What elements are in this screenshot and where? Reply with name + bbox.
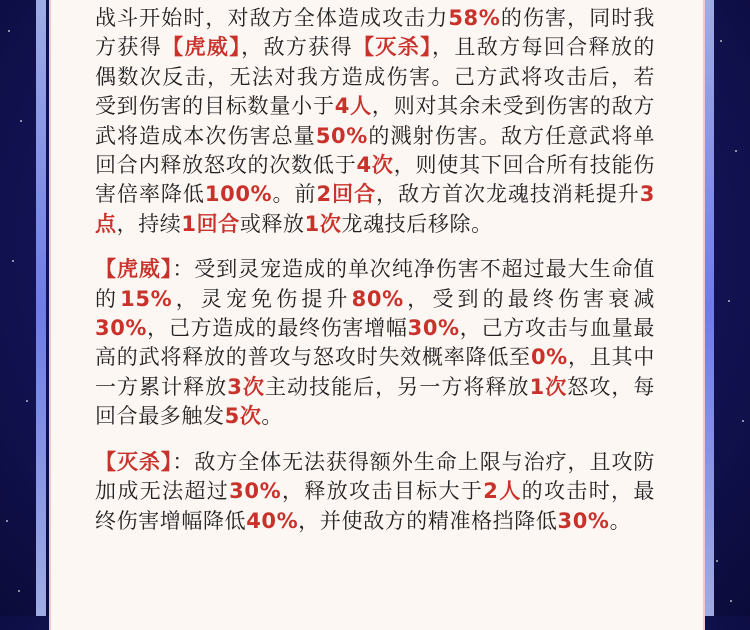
body-text: 或释放 bbox=[239, 211, 305, 236]
star-dot bbox=[730, 600, 732, 602]
highlight-text: 30% bbox=[229, 479, 282, 504]
highlight-text: 【灭杀】 bbox=[353, 35, 432, 60]
body-text: ，敌方获得 bbox=[241, 35, 353, 60]
highlight-text: 2回合 bbox=[316, 182, 377, 207]
body-text: ，且敌方每回合释放的偶数次反击，无法对我方造成伤害。己方武将攻击后，若受到伤害的目标数量小于 bbox=[95, 35, 655, 119]
left-frame-glow bbox=[36, 0, 46, 616]
highlight-text: 1回合 bbox=[181, 211, 240, 236]
body-text: ，敌方首次龙魂技消耗提升 bbox=[376, 182, 640, 207]
highlight-text: 30% bbox=[557, 508, 610, 533]
highlight-text: 30% bbox=[95, 316, 148, 341]
body-text: ：敌方全体无法获得额外生命上限与治疗，且攻防加成无法超过 bbox=[95, 449, 655, 504]
body-text: ，受到的最终伤害衰减 bbox=[403, 286, 656, 311]
highlight-text: 80% bbox=[351, 286, 404, 311]
highlight-text: 1次 bbox=[529, 374, 568, 399]
highlight-text: 30% bbox=[407, 316, 460, 341]
highlight-text: 1次 bbox=[304, 211, 342, 236]
star-dot bbox=[8, 30, 10, 32]
star-dot bbox=[26, 400, 28, 402]
highlight-text: 100% bbox=[204, 182, 273, 207]
highlight-text: 3点 bbox=[95, 182, 656, 236]
highlight-text: 5次 bbox=[224, 404, 262, 429]
paragraph-intro bbox=[95, 4, 655, 239]
star-dot bbox=[720, 40, 722, 42]
body-text: ，则对其余未受到伤害的敌方武将造成本次伤害总量 bbox=[95, 94, 655, 148]
highlight-text: 3次 bbox=[227, 374, 265, 399]
right-frame-glow bbox=[704, 0, 714, 616]
highlight-text: 【虎威】 bbox=[162, 35, 242, 60]
highlight-text: 2人 bbox=[483, 479, 522, 504]
star-dot bbox=[716, 560, 718, 562]
highlight-text: 58% bbox=[448, 6, 501, 30]
highlight-text: 【虎威】 bbox=[95, 257, 173, 282]
body-text: ，己方造成的最终伤害增幅 bbox=[147, 316, 408, 341]
body-text: 的攻击时，最终伤害增幅降低 bbox=[95, 479, 656, 533]
highlight-text: 4人 bbox=[334, 94, 372, 119]
body-text: 主动技能后，另一方将释放 bbox=[265, 374, 530, 399]
body-text: ，释放攻击目标大于 bbox=[281, 479, 484, 504]
highlight-text: 4次 bbox=[356, 153, 394, 178]
highlight-text: 0% bbox=[530, 345, 568, 370]
paragraph-miesha bbox=[95, 448, 655, 536]
body-text: ，并使敌方的精准格挡降低 bbox=[298, 508, 558, 533]
star-dot bbox=[735, 150, 737, 152]
star-dot bbox=[728, 300, 730, 302]
body-text: ，持续 bbox=[116, 211, 182, 236]
body-text: ，则使其下回合所有技能伤害倍率降低 bbox=[95, 153, 656, 207]
star-dot bbox=[20, 120, 22, 122]
body-text: ，且其中一方累计释放 bbox=[95, 345, 656, 399]
star-dot bbox=[18, 590, 20, 592]
body-text: 战斗开始时，对敌方全体造成攻击力 bbox=[95, 6, 449, 30]
star-dot bbox=[12, 260, 14, 262]
star-dot bbox=[742, 420, 744, 422]
body-text: ，灵宠免伤提升 bbox=[172, 286, 352, 311]
description-content bbox=[95, 0, 655, 546]
body-text: 怒攻，每回合最多触发 bbox=[95, 374, 656, 429]
highlight-text: 50% bbox=[315, 123, 368, 148]
highlight-text: 15% bbox=[120, 286, 173, 311]
body-text: 的伤害，同时我方获得 bbox=[95, 6, 655, 60]
highlight-text: 40% bbox=[246, 508, 299, 533]
paragraph-huwei bbox=[95, 255, 655, 431]
body-text: 龙魂技后移除。 bbox=[341, 211, 493, 236]
body-text: 。 bbox=[609, 508, 632, 533]
body-text: 。前 bbox=[272, 182, 317, 207]
body-text: 的溅射伤害。敌方任意武将单回合内释放怒攻的次数低于 bbox=[95, 123, 655, 178]
star-dot bbox=[6, 520, 8, 522]
body-text: 。 bbox=[261, 404, 284, 429]
body-text: ：受到灵宠造成的单次纯净伤害不超过最大生命值的 bbox=[95, 257, 655, 311]
body-text: ，己方攻击与血量最高的武将释放的普攻与怒攻时失效概率降低至 bbox=[95, 316, 656, 370]
highlight-text: 【灭杀】 bbox=[95, 449, 173, 474]
